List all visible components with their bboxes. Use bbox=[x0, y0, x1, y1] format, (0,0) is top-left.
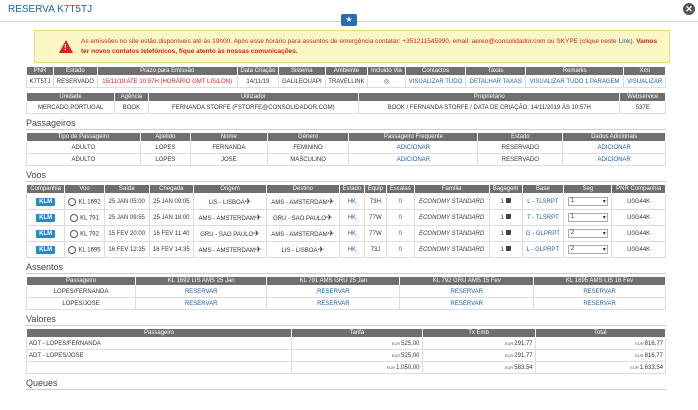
flights-table bbox=[26, 184, 666, 258]
table-row bbox=[27, 142, 666, 154]
value-cell bbox=[535, 350, 665, 362]
clock-icon[interactable] bbox=[70, 230, 78, 238]
column-header: Bagagem bbox=[489, 185, 522, 194]
family-cell: ECONOMY STANDARD bbox=[414, 226, 489, 242]
column-header: Sistema bbox=[279, 67, 325, 76]
column-header: Base bbox=[522, 185, 564, 194]
column-header: Passageiro Frequente bbox=[349, 133, 478, 142]
destination-cell bbox=[266, 194, 339, 210]
currency-label: EUR bbox=[386, 364, 396, 370]
origin-cell bbox=[194, 226, 267, 242]
column-header: Tx Emb bbox=[422, 329, 535, 338]
destination-text: LIS - LISBOA bbox=[281, 248, 318, 254]
column-header: Prazo para Emissão bbox=[97, 67, 237, 76]
alert-text: As emissões no site estão disponíveis até às 19h00. Após esse horário para assuntos de emergência contatar: +351211545990, email: aereo@consolidador.com ou SKYPE (clique neste bbox=[81, 38, 617, 45]
base-link[interactable]: T - TLSRPT bbox=[522, 210, 564, 226]
equip-cell: 73J bbox=[365, 242, 387, 258]
passenger-cell: LOPES bbox=[140, 142, 190, 154]
column-header: Data Criação bbox=[237, 67, 279, 76]
airline-pnr: U0G44K bbox=[612, 194, 666, 210]
family-cell: ECONOMY STANDARD bbox=[414, 210, 489, 226]
add-link[interactable]: ADICIONAR bbox=[563, 154, 666, 166]
system-value: GALILEOUAPI bbox=[279, 76, 325, 88]
equip-cell: 77W bbox=[365, 226, 387, 242]
column-header: Dados Adicionais bbox=[563, 133, 666, 142]
flight-chegada: 25 JAN 09:05 bbox=[149, 194, 194, 210]
equip-cell: 73H bbox=[365, 194, 387, 210]
column-header: Passageiro bbox=[27, 329, 292, 338]
alert-notice: Vamos ter novos contatos telefónicos, fique atento às nossas comunicações. bbox=[81, 38, 658, 55]
seat-passenger: LOPES/JOSE bbox=[27, 298, 136, 310]
agency-table bbox=[26, 92, 666, 114]
origin-cell bbox=[194, 242, 267, 258]
totals-label bbox=[27, 362, 292, 374]
airline-logo: KLM bbox=[36, 198, 55, 206]
add-link[interactable]: ADICIONAR bbox=[563, 142, 666, 154]
passenger-cell: MASCULINO bbox=[267, 154, 349, 166]
table-row bbox=[27, 338, 666, 350]
baggage-count: 1 bbox=[500, 247, 504, 253]
seat-passenger: LOPES/FERNANDA bbox=[27, 286, 136, 298]
passenger-cell: JOSE bbox=[191, 154, 268, 166]
column-header: Nome bbox=[191, 133, 268, 142]
plane-icon: ✈ bbox=[327, 197, 335, 206]
column-header: Passageiro bbox=[27, 277, 136, 286]
value-cell bbox=[292, 338, 422, 350]
column-header: Tarifa bbox=[292, 329, 422, 338]
column-header: KL 1692 LIS AMS 25 Jan bbox=[136, 277, 267, 286]
baggage-icon bbox=[506, 214, 511, 219]
column-header: KL 791 AMS GRU 25 Jan bbox=[267, 277, 400, 286]
star-icon[interactable]: ★ bbox=[341, 14, 357, 26]
flight-cell bbox=[65, 242, 105, 258]
taxes-link[interactable]: DETALHAR TAXAS bbox=[466, 76, 526, 88]
family-cell: ECONOMY STANDARD bbox=[414, 194, 489, 210]
origin-text: GRU - SAO PAULO bbox=[200, 232, 254, 238]
table-row bbox=[27, 242, 666, 258]
column-header: Saída bbox=[104, 185, 149, 194]
reserve-seat-link[interactable]: RESERVAR bbox=[267, 298, 400, 310]
passenger-cell: ADULTO bbox=[27, 154, 141, 166]
amount: 816,77 bbox=[644, 340, 663, 347]
destination-text: AMS - AMSTERDAM bbox=[271, 200, 328, 206]
status-cell: HK bbox=[339, 226, 364, 242]
baggage-cell bbox=[489, 226, 522, 242]
origin-text: AMS - AMSTERDAM bbox=[198, 248, 255, 254]
column-header: KL 1695 AMS LIS 16 Fev bbox=[534, 277, 666, 286]
remarks-link[interactable]: VISUALIZAR TUDO 1 PARAGEM bbox=[525, 76, 623, 88]
column-header: Seg bbox=[564, 185, 612, 194]
value-passenger: ADT - LOPES/JOSE bbox=[27, 350, 292, 362]
baggage-icon bbox=[506, 246, 511, 251]
total-cell bbox=[292, 362, 422, 374]
airline-cell bbox=[27, 210, 65, 226]
airline-logo: KLM bbox=[36, 246, 55, 254]
stops-link[interactable]: 0 bbox=[386, 226, 414, 242]
passenger-cell: ADULTO bbox=[27, 142, 141, 154]
airline-pnr: U0G44K bbox=[612, 226, 666, 242]
currency-label: EUR bbox=[504, 352, 514, 358]
alert-link[interactable]: Link bbox=[618, 38, 631, 45]
passengers-table bbox=[26, 132, 666, 166]
value-cell bbox=[292, 350, 422, 362]
column-header: PNR Companhia bbox=[612, 185, 666, 194]
column-header: Contactos bbox=[405, 67, 466, 76]
table-row bbox=[27, 210, 666, 226]
flight-chegada: 16 FEV 11:40 bbox=[149, 226, 194, 242]
origin-text: AMS - AMSTERDAM bbox=[198, 216, 255, 222]
column-header: Escalas bbox=[386, 185, 414, 194]
clock-icon[interactable] bbox=[68, 246, 76, 254]
airline-logo: KLM bbox=[36, 214, 55, 222]
agency-cell: FERNANDA STORFE (FSTORFE@CONSOLIDADOR.COM) bbox=[148, 102, 358, 114]
segment-cell bbox=[564, 194, 612, 210]
flight-chegada: 16 FEV 14:35 bbox=[149, 242, 194, 258]
column-header: Incluido Via bbox=[368, 67, 405, 76]
flights-title: Voos bbox=[26, 170, 666, 182]
passenger-cell: FERNANDA bbox=[191, 142, 268, 154]
queues-title: Queues bbox=[26, 378, 666, 390]
contacts-link[interactable]: VISUALIZAR TUDO bbox=[405, 76, 466, 88]
amount: 291,77 bbox=[514, 340, 533, 347]
origin-cell bbox=[194, 194, 267, 210]
amount: 1.633,54 bbox=[639, 364, 663, 371]
currency-label: EUR bbox=[630, 364, 639, 370]
column-header: Estado bbox=[54, 67, 98, 76]
airline-pnr: U0G44K bbox=[612, 210, 666, 226]
plane-icon: ✈ bbox=[254, 245, 262, 254]
warning-icon: ! bbox=[59, 40, 73, 53]
currency-label: EUR bbox=[635, 340, 644, 346]
amount: 525,00 bbox=[401, 352, 420, 359]
column-header: Unidade bbox=[27, 93, 115, 102]
plane-icon: ✈ bbox=[325, 213, 333, 222]
column-header: Proprietário bbox=[359, 93, 620, 102]
via-icon: ◎ bbox=[368, 76, 405, 88]
table-row bbox=[27, 286, 666, 298]
column-header: Companhia bbox=[27, 185, 65, 194]
baggage-cell bbox=[489, 242, 522, 258]
flight-saida: 25 JAN 05:00 bbox=[104, 194, 149, 210]
column-header: Género bbox=[267, 133, 349, 142]
passenger-cell: FEMININO bbox=[267, 142, 349, 154]
flight-chegada: 25 JAN 18:00 bbox=[149, 210, 194, 226]
airline-pnr: U0G44K bbox=[612, 242, 666, 258]
totals-row bbox=[27, 362, 666, 374]
column-header: Ambiente bbox=[325, 67, 368, 76]
seats-title: Assentos bbox=[26, 262, 666, 274]
amount: 583,54 bbox=[514, 364, 533, 371]
passenger-cell: LOPES bbox=[140, 154, 190, 166]
created-value: 14/11/19 bbox=[237, 76, 279, 88]
reserve-seat-link[interactable]: RESERVAR bbox=[400, 298, 534, 310]
status-cell: HK bbox=[339, 242, 364, 258]
clock-icon[interactable] bbox=[68, 198, 76, 206]
currency-label: EUR bbox=[504, 340, 514, 346]
plane-icon: ✈ bbox=[244, 197, 252, 206]
flight-saida: 25 JAN 09:55 bbox=[104, 210, 149, 226]
destination-cell bbox=[266, 210, 339, 226]
table-row bbox=[27, 350, 666, 362]
segment-cell bbox=[564, 226, 612, 242]
origin-cell bbox=[194, 210, 267, 226]
destination-cell bbox=[266, 242, 339, 258]
passenger-cell: RESERVADO bbox=[478, 142, 563, 154]
column-header: Voo bbox=[65, 185, 105, 194]
currency-label: EUR bbox=[391, 352, 401, 358]
column-header: Remarks bbox=[525, 67, 623, 76]
status-cell: HK bbox=[339, 210, 364, 226]
baggage-cell bbox=[489, 194, 522, 210]
segment-cell bbox=[564, 210, 612, 226]
plane-icon: ✈ bbox=[254, 213, 262, 222]
reserve-seat-link[interactable]: RESERVAR bbox=[400, 286, 534, 298]
column-header: Total bbox=[535, 329, 665, 338]
plane-icon: ✈ bbox=[253, 229, 260, 238]
reserve-seat-link[interactable]: RESERVAR bbox=[534, 286, 666, 298]
destination-text: GRU - SAO PAULO bbox=[273, 216, 326, 222]
equip-cell: 77W bbox=[365, 210, 387, 226]
agency-cell: BOOK bbox=[115, 102, 149, 114]
column-header: Estado bbox=[339, 185, 364, 194]
plane-icon: ✈ bbox=[317, 245, 325, 254]
flight-cell bbox=[65, 194, 105, 210]
segment-select[interactable]: 1 ▾ bbox=[568, 197, 608, 206]
value-cell bbox=[422, 338, 535, 350]
xml-link[interactable]: VISUALIZAR bbox=[624, 76, 666, 88]
status-cell: HK bbox=[339, 194, 364, 210]
amount: 816,77 bbox=[644, 352, 663, 359]
plane-icon: ✈ bbox=[327, 229, 335, 238]
values-table bbox=[26, 328, 666, 374]
booking-table bbox=[26, 66, 666, 88]
agency-cell: BOOK / FERNANDA STORFE / DATA DE CRIAÇÃO: 14/11/2019 ÀS 10:57H bbox=[359, 102, 620, 114]
column-header: Destino bbox=[266, 185, 339, 194]
passenger-cell: RESERVADO bbox=[478, 154, 563, 166]
baggage-count: 1 bbox=[500, 231, 504, 237]
amount: 1.050,00 bbox=[396, 364, 420, 371]
flight-number: KL 1692 bbox=[78, 199, 101, 206]
reserve-seat-link[interactable]: RESERVAR bbox=[136, 298, 267, 310]
stops-link[interactable]: 0 bbox=[386, 210, 414, 226]
flight-saida: 15 FEV 20:00 bbox=[104, 226, 149, 242]
base-link[interactable]: L - GLPRPT bbox=[522, 242, 564, 258]
base-link[interactable]: G - GLPRPT bbox=[522, 226, 564, 242]
window-titlebar bbox=[0, 0, 698, 22]
alert-banner: ! As emissões no site estão disponíveis até às 19h00. Após esse horário para assuntos de emergência contatar: +351211545990, email: aereo@consolidador.com ou SKYPE (clique neste Link). Vamos ter novos contatos telefónicos, fique atento às nossas comunicações. bbox=[34, 30, 670, 63]
value-cell bbox=[535, 338, 665, 350]
flight-number: KL 792 bbox=[80, 231, 99, 238]
agency-cell: 537E bbox=[620, 102, 666, 114]
close-icon[interactable]: ✕ bbox=[683, 3, 695, 15]
amount: 291,77 bbox=[514, 352, 533, 359]
baggage-icon bbox=[506, 230, 511, 235]
add-link[interactable]: ADICIONAR bbox=[349, 154, 478, 166]
baggage-count: 1 bbox=[500, 215, 504, 221]
flight-cell bbox=[65, 226, 105, 242]
reserve-seat-link[interactable]: RESERVAR bbox=[267, 286, 400, 298]
flight-cell bbox=[65, 210, 105, 226]
window-title: RESERVA K7T5TJ bbox=[8, 4, 93, 15]
deadline-value: 15/11/19 ATE 10:57H (HORÁRIO GMT LIS/LON) bbox=[97, 76, 237, 88]
baggage-icon bbox=[506, 198, 511, 203]
column-header: Xml bbox=[624, 67, 666, 76]
stops-link[interactable]: 0 bbox=[386, 242, 414, 258]
origin-text: LIS - LISBOA bbox=[208, 200, 245, 206]
status-value: RESERVADO bbox=[54, 76, 98, 88]
total-cell bbox=[422, 362, 535, 374]
column-header: Origem bbox=[194, 185, 267, 194]
airline-cell bbox=[27, 242, 65, 258]
table-row bbox=[27, 154, 666, 166]
amount: 525,00 bbox=[401, 340, 420, 347]
airline-cell bbox=[27, 194, 65, 210]
currency-label: EUR bbox=[504, 364, 514, 370]
airline-cell bbox=[27, 226, 65, 242]
add-link[interactable]: ADICIONAR bbox=[349, 142, 478, 154]
flight-number: KL 1695 bbox=[78, 247, 101, 254]
currency-label: EUR bbox=[391, 340, 401, 346]
table-row bbox=[27, 194, 666, 210]
column-header: Família bbox=[414, 185, 489, 194]
total-cell bbox=[535, 362, 665, 374]
segment-cell bbox=[564, 242, 612, 258]
column-header: Taxas bbox=[466, 67, 526, 76]
column-header: PNR bbox=[27, 67, 54, 76]
clock-icon[interactable] bbox=[70, 214, 78, 222]
environment-value: TRAVELLINK bbox=[325, 76, 368, 88]
column-header: Apelido bbox=[140, 133, 190, 142]
family-cell: ECONOMY STANDARD bbox=[414, 242, 489, 258]
airline-logo: KLM bbox=[36, 230, 55, 238]
value-passenger: ADT - LOPES/FERNANDA bbox=[27, 338, 292, 350]
baggage-count: 1 bbox=[500, 199, 504, 205]
column-header: Tipo de Passageiro bbox=[27, 133, 141, 142]
column-header: Equip bbox=[365, 185, 387, 194]
pnr-value: K7T5TJ bbox=[27, 76, 54, 88]
value-cell bbox=[422, 350, 535, 362]
destination-text: AMS - AMSTERDAM bbox=[271, 232, 328, 238]
reserve-seat-link[interactable]: RESERVAR bbox=[534, 298, 666, 310]
column-header: Agência bbox=[115, 93, 149, 102]
flight-saida: 16 FEV 12:35 bbox=[104, 242, 149, 258]
column-header: Estado bbox=[478, 133, 563, 142]
reserve-seat-link[interactable]: RESERVAR bbox=[136, 286, 267, 298]
stops-link[interactable]: 0 bbox=[386, 194, 414, 210]
column-header: Chegada bbox=[149, 185, 194, 194]
currency-label: EUR bbox=[635, 352, 644, 358]
seats-table bbox=[26, 276, 666, 310]
base-link[interactable]: L - TLSRPT bbox=[522, 194, 564, 210]
baggage-cell bbox=[489, 210, 522, 226]
segment-select[interactable]: 2 ▾ bbox=[568, 229, 608, 238]
destination-cell bbox=[266, 226, 339, 242]
column-header: KL 792 GRU AMS 15 Fev bbox=[400, 277, 534, 286]
flight-number: KL 791 bbox=[80, 215, 99, 222]
segment-select[interactable]: 2 ▾ bbox=[568, 245, 608, 254]
column-header: Webservice bbox=[620, 93, 666, 102]
agency-cell: MERCADO PORTUGAL bbox=[27, 102, 115, 114]
values-title: Valores bbox=[26, 314, 666, 326]
table-row bbox=[27, 226, 666, 242]
column-header: Utilizador bbox=[148, 93, 358, 102]
table-row bbox=[27, 298, 666, 310]
passengers-title: Passageiros bbox=[26, 118, 666, 130]
segment-select[interactable]: 1 ▾ bbox=[568, 213, 608, 222]
